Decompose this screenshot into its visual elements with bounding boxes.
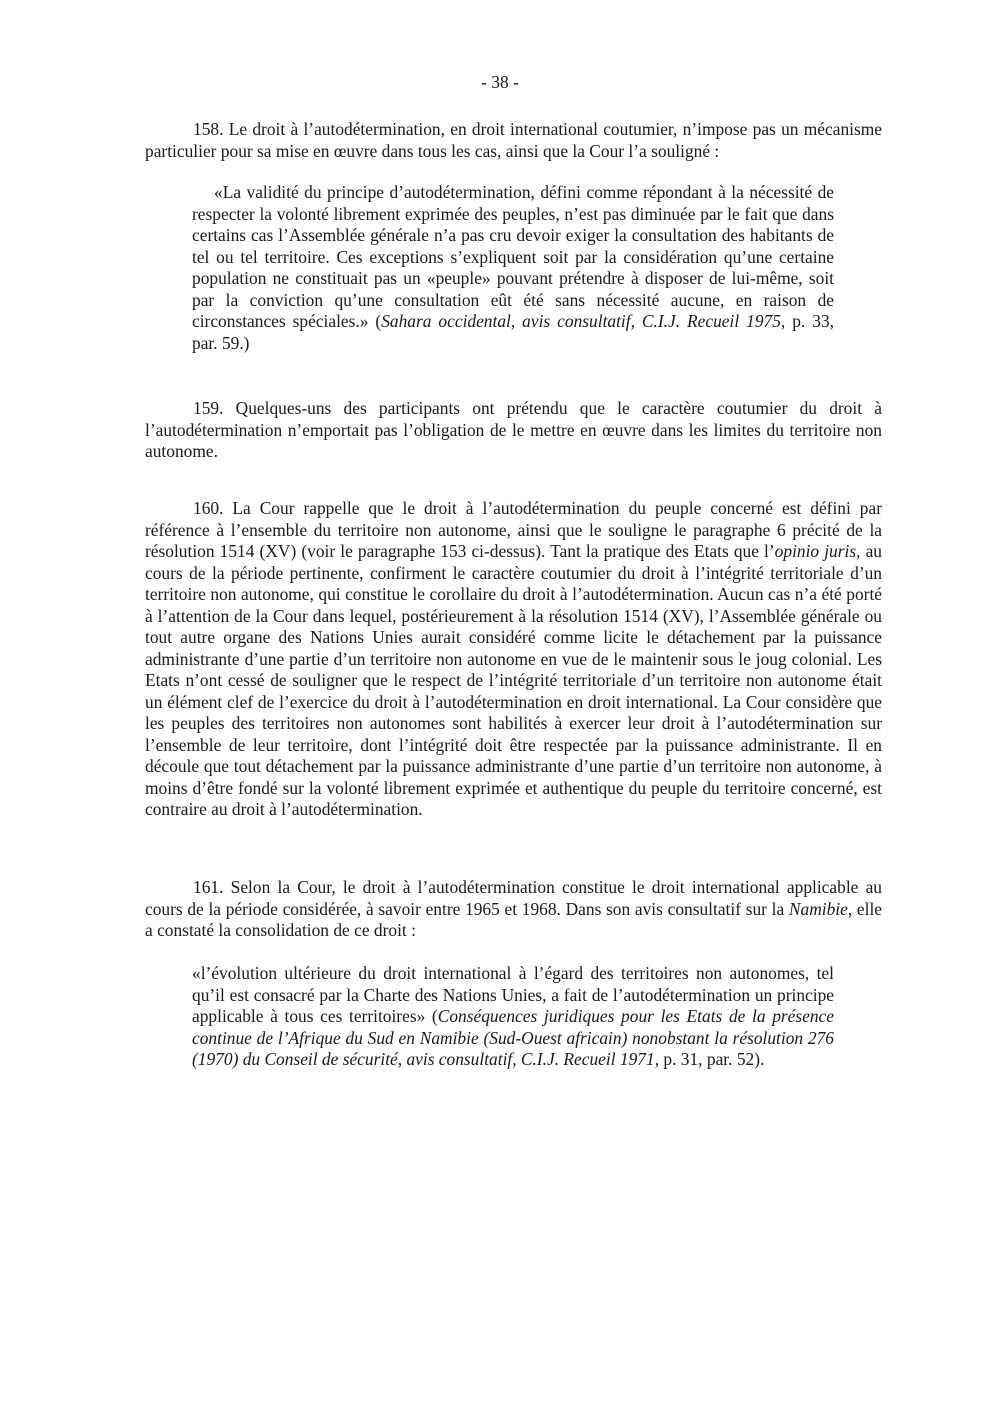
latin-term: opinio juris [774,541,857,561]
case-name: Namibie [788,898,848,919]
paragraph-text-continued: , au cours de la période pertinente, confirment le caractère coutumier du droit à l’intégrité territoriale d’un territoire non autonome, qui constitue le corollaire du droit à l’autodétermination. Aucun cas n’a été porté à l’attention de la Cour dans lequel, postérieurement à la résolution 1514 (XV), l’Assemblée générale ou tout autre organe des Nations Unies aurait considéré comme licite le détachement par la puissance administrante d’une partie d’un territoire non autonome en vue de le maintenir sous le joug colonial. Les Etats n’ont cessé de souligner que le respect de l’intégrité territoriale d’un territoire non autonome était un élément clef de l’exercice du droit à l’autodétermination en droit international. La Cour considère que les peuples des territoires non autonomes sont habilités à exercer leur droit à l’autodétermination sur l’ensemble de leur territoire, dont l’intégrité doit être respectée par la puissance administrante. Il en découle que tout détachement par la puissance administrante d’une partie d’un territoire non autonome, à moins d’être fondé sur la volonté librement exprimée et authentique du peuple du territoire concerné, est contraire au droit à l’autodétermination. [145,541,882,819]
quotation-namibie [192,963,834,1071]
citation-title: Conséquences juridiques pour les Etats de la présence continue de l’Afrique du Sud en Namibie (Sud-Ouest africain) nonobstant la résolution 276 (1970) du Conseil de sécurité, avis consultatif, C.I.J. Recueil 1971 [192,1006,834,1069]
paragraph-text: Quelques-uns des participants ont prétendu que le caractère coutumier du droit à l’autodétermination n’emportait pas l’obligation de le mettre en œuvre dans les limites du territoire non autonome. [145,398,882,461]
paragraph-158 [145,119,882,162]
paragraph-number: 160. [193,498,224,518]
paragraph-number: 161. [193,877,224,897]
paragraph-159 [145,398,882,463]
paragraph-text: Le droit à l’autodétermination, en droit international coutumier, n’impose pas un mécanisme particulier pour sa mise en œuvre dans tous les cas, ainsi que la Cour l’a souligné : [145,119,882,161]
citation-reference: , p. 31, par. 52). [654,1049,765,1069]
quotation-text: «l’évolution ultérieure du droit international à l’égard des territoires non autonomes, tel qu’il est consacré par la Charte des Nations Unies, a fait de l’autodétermination un principe applicable à tous ces territoires» ( [192,963,834,1026]
quotation-sahara [192,182,834,354]
paragraph-text: Selon la Cour, le droit à l’autodétermination constitue le droit international applicable au cours de la période considérée, à savoir entre 1965 et 1968. Dans son avis consultatif sur la [145,877,882,919]
paragraph-161 [145,877,882,942]
citation-title: Sahara occidental, avis consultatif, C.I.J. Recueil 1975 [381,311,781,331]
page-number: - 38 - [481,72,519,92]
paragraph-number: 159. [193,398,224,418]
paragraph-text-continued: , elle a constaté la consolidation de ce droit : [145,898,883,940]
paragraph-160 [145,498,882,821]
citation-reference: , p. 33, par. 59.) [192,311,834,353]
quotation-text: «La validité du principe d’autodétermination, défini comme répondant à la nécessité de respecter la volonté librement exprimée des peuples, n’est pas diminuée par le fait que dans certains cas l’Assemblée générale n’a pas cru devoir exiger la consultation des habitants de tel ou tel territoire. Ces exceptions s’expliquent soit par la considération qu’une certaine population ne constituait pas un «peuple» pouvant prétendre à disposer de lui-même, soit par la conviction qu’une consultation eût été sans nécessité aucune, en raison de circonstances spéciales.» ( [192,182,834,331]
paragraph-text: La Cour rappelle que le droit à l’autodétermination du peuple concerné est défini par référence à l’ensemble du territoire non autonome, ainsi que le souligne le paragraphe 6 précité de la résolution 1514 (XV) (voir le paragraphe 153 ci-dessus). Tant la pratique des Etats que l’ [145,498,882,561]
paragraph-number: 158. [193,119,224,139]
